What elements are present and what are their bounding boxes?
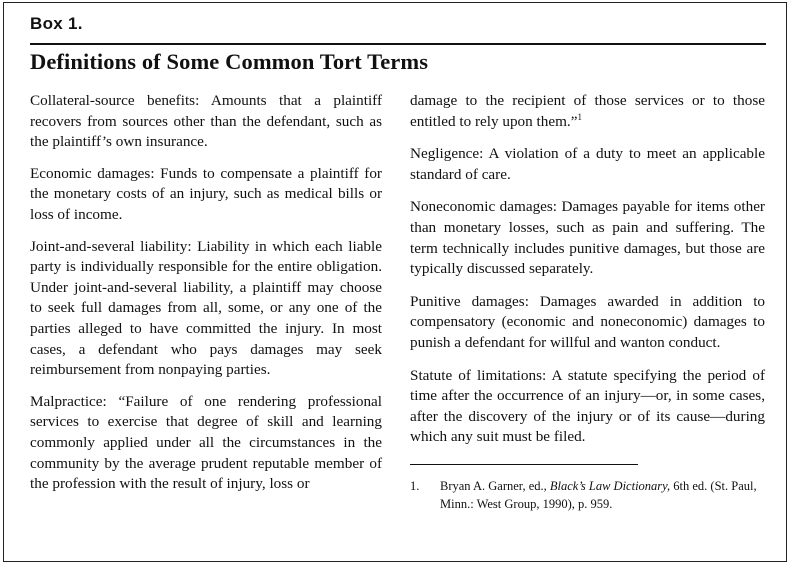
term: Economic damages: [30, 164, 155, 182]
definition-text: damage to the recipient of those services or to those entitled to rely upon them.” [410, 92, 765, 130]
definition-punitive-damages [410, 292, 765, 354]
footnote [410, 477, 765, 513]
term: Statute of limitations: [410, 366, 547, 384]
term: Joint-and-several liability: [30, 237, 192, 255]
footnote-details: 6th ed. (St. Paul, Minn.: West Group, 1990), p. 959. [440, 478, 757, 511]
definition-collateral-source [30, 91, 382, 153]
term: Collateral-source benefits: [30, 92, 200, 109]
definition-negligence [410, 144, 765, 185]
definition-text: Liability in which each liable party is individually responsible for the entire obligation. Under joint-and-several liability, a plaintiff may choose to seek full damages from all, some, or any one of the parties alleged to have committed the injury. In most cases, a defendant who pays damages may seek reimbursement from nonpaying parties. [30, 237, 382, 379]
definition-text: Funds to compensate a plaintiff for the monetary costs of an injury, such as medical bills or loss of income. [30, 164, 382, 223]
footnote-number: 1. [410, 478, 420, 493]
box-title: Definitions of Some Common Tort Terms [30, 49, 429, 74]
definition-text: Damages awarded in addition to compensatory (economic and noneconomic) damages to punish a defendant for willful and wanton conduct. [410, 292, 766, 351]
definition-text: Amounts that a plaintiff recovers from sources other than the defendant, such as the plaintiff’s own insurance. [30, 92, 383, 151]
term: Punitive damages: [410, 292, 529, 310]
term: Noneconomic damages: [410, 198, 558, 216]
definition-text: A statute specifying the period of time after the occurrence of an injury—or, in some cases, after the discovery of the injury or of its cause—during which any suit must be filed. [410, 366, 765, 446]
definition-text: “Failure of one rendering professional services to exercise that degree of skill and learning commonly applied under all the circumstances in the community by the average prudent reputable member of the profession with the result of injury, loss or [30, 392, 383, 493]
box-label: Box 1. [30, 14, 83, 33]
definition-text: A violation of a duty to meet an applicable standard of care. [410, 145, 765, 183]
footnote-book-title: Black’s Law Dictionary, [549, 478, 671, 493]
malpractice-continuation [410, 91, 765, 132]
footnote-author: Bryan A. Garner, ed., [440, 478, 547, 493]
definition-statute-of-limitations [410, 366, 765, 448]
definition-text: Damages payable for items other than monetary losses, such as pain and suffering. The term technically includes punitive damages, but those are typically discussed separately. [410, 198, 765, 278]
footnote-rule [410, 464, 638, 465]
definition-economic-damages [30, 164, 382, 226]
definition-joint-several-liability [30, 237, 382, 381]
term: Negligence: [410, 145, 484, 163]
definition-malpractice [30, 392, 382, 495]
left-column [30, 91, 382, 506]
definitions-box [3, 2, 787, 562]
right-column [410, 91, 765, 513]
definition-noneconomic-damages [410, 197, 765, 279]
term: Malpractice: [30, 392, 107, 410]
title-rule [30, 43, 766, 45]
footnote-ref: 1 [577, 111, 582, 122]
